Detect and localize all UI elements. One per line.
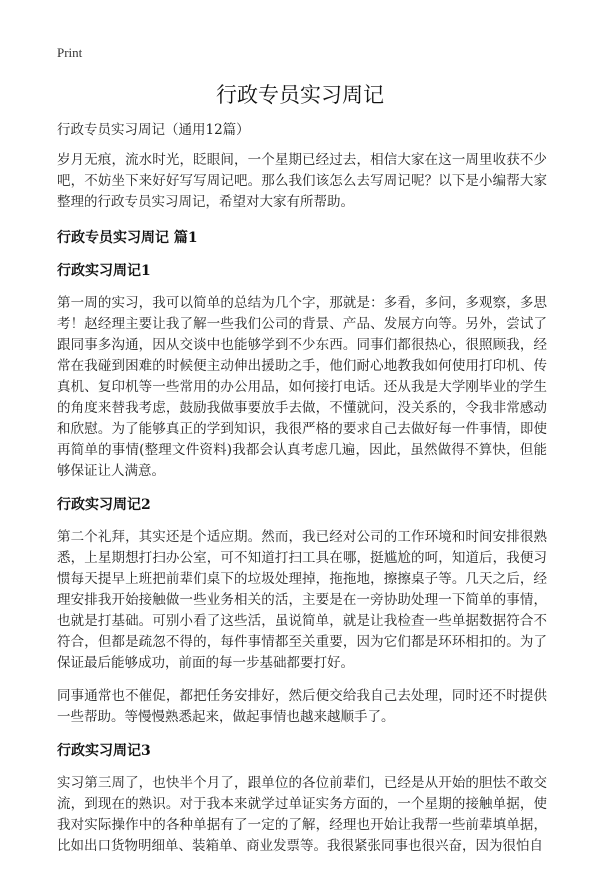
intro-paragraph: 岁月无痕，流水时光，眨眼间，一个星期已经过去，相信大家在这一周里收获不少吧，不妨坐下来好好写写周记吧。那么我们该怎么去写周记呢？以下是小编帮大家整理的行政专员实习周记，希望对大家有所帮助。 bbox=[57, 152, 547, 210]
section-heading-3: 行政实习周记3 bbox=[57, 743, 151, 759]
page-title: 行政专员实习周记 bbox=[216, 83, 384, 107]
section-3-paragraph-1: 实习第三周了，也快半个月了，跟单位的各位前辈们，已经是从开始的胆怯不敢交流，到现在的熟识。对于我本来就学过单证实务方面的，一个星期的接触单据，使我对实际操作中的各种单据有了一定的了解，经理也开始让我帮一些前辈填单据，比如出口货物明细单、装箱单、商业发票等。我很紧张同事也很兴奋，因为很怕自 bbox=[57, 775, 547, 854]
section-1-paragraph-1: 第一周的实习，我可以简单的总结为几个字，那就是：多看，多问，多观察，多思考！赵经理主要让我了解一些我们公司的背景、产品、发展方向等。另外，尝试了跟同事多沟通，因从交谈中也能够学到不少东西。同事们都很热心，很照顾我，经常在我碰到困难的时候便主动伸出援助之手，他们耐心地教我如何使用打印机、传真机、复印机等一些常用的办公用品，如何接打电话。还从我是大学刚毕业的学生的角度来替我考虑，鼓励我做事要放手去做，不懂就问，没关系的，令我非常感动和欣慰。为了能够真正的学到知识，我很严格的要求自己去做好每一件事情，即使再简单的事情(整理文件资料)我都会认真考虑几遍，因此，虽然做得不算快，但能够保证让人满意。 bbox=[57, 295, 547, 479]
section-heading-1: 行政实习周记1 bbox=[57, 263, 151, 279]
article-subtitle: 行政专员实习周记（通用12篇） bbox=[57, 122, 250, 138]
section-heading-2: 行政实习周记2 bbox=[57, 497, 151, 513]
section-2-paragraph-2: 同事通常也不催促，都把任务安排好，然后便交给我自己去处理，同时还不时提供一些帮助。等慢慢熟悉起来，做起事情也越来越顺手了。 bbox=[57, 688, 547, 725]
print-link[interactable]: Print bbox=[57, 45, 83, 60]
article-body bbox=[57, 120, 547, 869]
article-heading: 行政专员实习周记 篇1 bbox=[57, 230, 198, 246]
section-2-paragraph-1: 第二个礼拜，其实还是个适应期。然而，我已经对公司的工作环境和时间安排很熟悉，上星期想打扫办公室，可不知道打扫工具在哪，挺尴尬的呵，知道后，我便习惯每天提早上班把前辈们桌下的垃圾处理掉，拖拖地，擦擦桌子等。几天之后，经理安排我开始接触做一些业务相关的活，主要是在一旁协助处理一下简单的事情，也就是打基础。可别小看了这些活，虽说简单，就是让我检查一些单据数据符合不符合，但都是疏忽不得的，每件事情都至关重要，因为它们都是环环相扣的。为了保证最后能够成功，前面的每一步基础都要打好。 bbox=[57, 529, 547, 671]
